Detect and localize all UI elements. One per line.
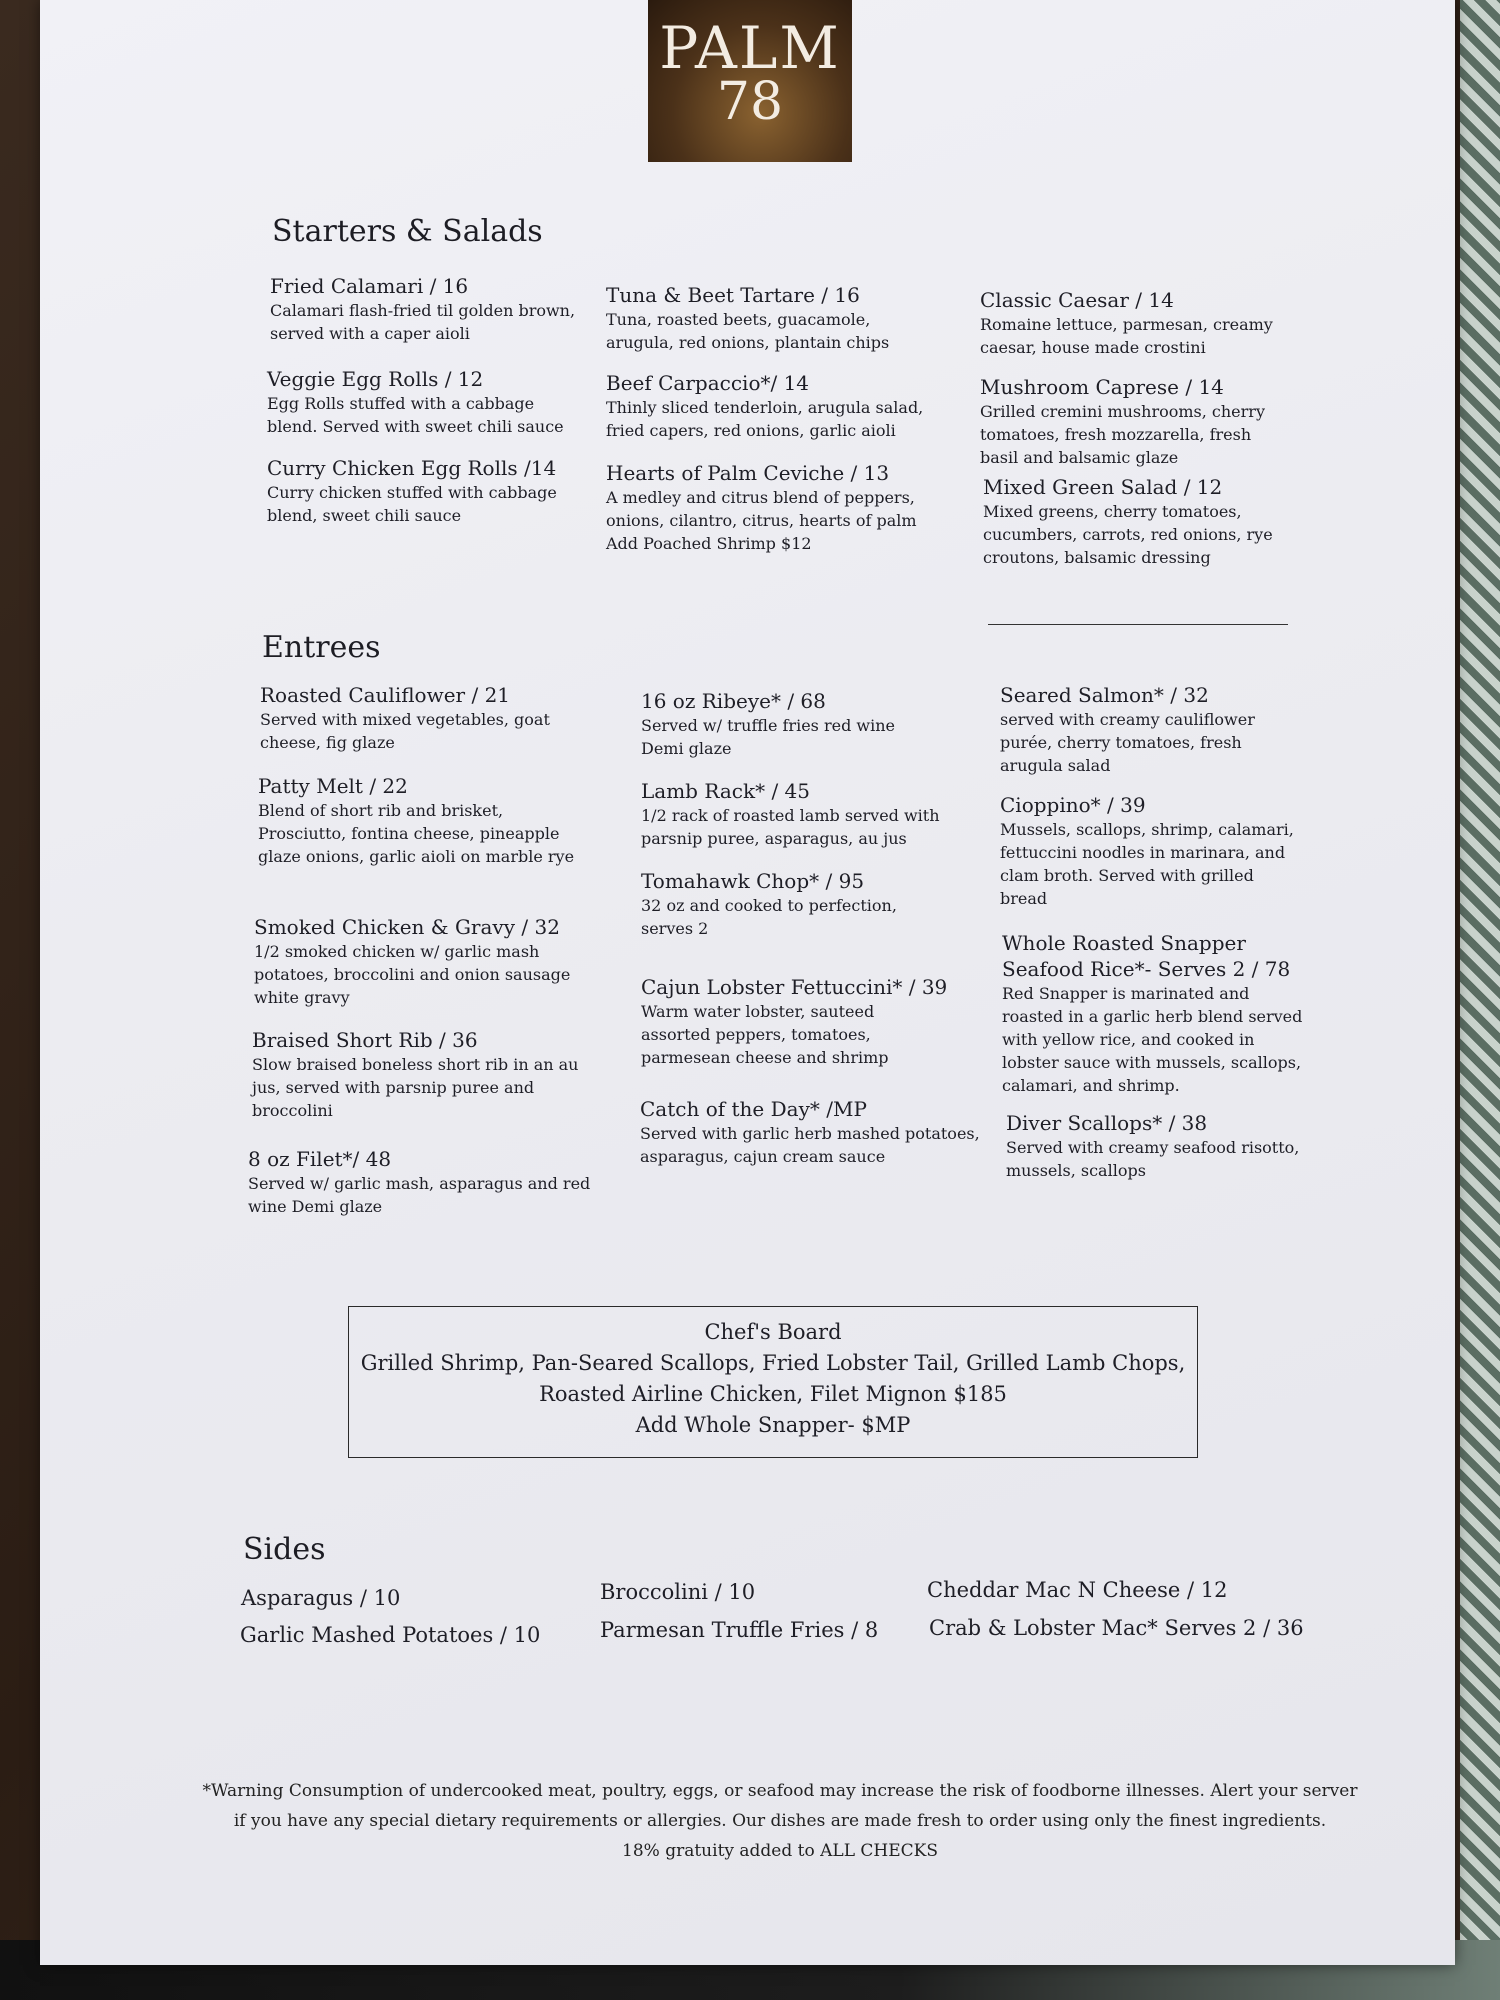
side-item: Crab & Lobster Mac* Serves 2 / 36 [929,1616,1304,1640]
chefs-board-line-1: Grilled Shrimp, Pan-Seared Scallops, Fried Lobster Tail, Grilled Lamb Chops, [360,1351,1186,1375]
item-description: Blend of short rib and brisket, Prosciutto, fontina cheese, pineapple glaze onions, garlic aioli on marble rye [258,801,575,866]
menu-item [248,1146,593,1218]
item-name: Seared Salmon* / 32 [1000,683,1209,707]
item-name-line-2: Seafood Rice*- Serves 2 / 78 [1002,957,1291,981]
item-name: Curry Chicken Egg Rolls /14 [267,456,557,480]
item-description: Grilled cremini mushrooms, cherry tomatoes, fresh mozzarella, fresh basil and balsamic glaze [980,402,1265,467]
item-description: Curry chicken stuffed with cabbage blend, sweet chili sauce [267,483,557,525]
item-name: 16 oz Ribeye* / 68 [641,689,826,713]
section-title-entrees: Entrees [262,630,381,665]
item-name: Classic Caesar / 14 [980,288,1174,312]
divider-line [988,624,1288,625]
menu-item [980,287,1280,359]
item-name: Patty Melt / 22 [258,774,408,798]
item-name: Tomahawk Chop* / 95 [641,869,865,893]
item-description: Served with mixed vegetables, goat cheese, fig glaze [260,710,550,752]
table-pattern-edge [1460,0,1500,2000]
side-item: Parmesan Truffle Fries / 8 [600,1618,879,1642]
item-name: Veggie Egg Rolls / 12 [267,367,484,391]
logo-line-2: 78 [716,72,784,132]
item-description: 1/2 smoked chicken w/ garlic mash potatoes, broccolini and onion sausage white gravy [254,942,571,1007]
chefs-board-line-2: Roasted Airline Chicken, Filet Mignon $185 [539,1382,1007,1406]
menu-item [260,682,570,754]
side-item: Broccolini / 10 [600,1580,756,1604]
item-name: Hearts of Palm Ceviche / 13 [606,461,890,485]
item-description: Slow braised boneless short rib in an au jus, served with parsnip puree and broccolini [252,1055,579,1120]
menu-item [983,474,1288,569]
side-item: Garlic Mashed Potatoes / 10 [240,1623,541,1647]
menu-item [270,273,580,345]
menu-item [1000,792,1300,910]
item-description: Romaine lettuce, parmesan, creamy caesar, house made crostini [980,315,1273,357]
item-name: Fried Calamari / 16 [270,274,469,298]
menu-item [267,366,587,438]
item-name: Roasted Cauliflower / 21 [260,683,511,707]
item-name: Whole Roasted Snapper [1002,931,1246,955]
menu-item [606,370,941,442]
section-title-sides: Sides [243,1532,326,1567]
menu-item [258,773,578,868]
item-description: Mussels, scallops, shrimp, calamari, fettuccini noodles in marinara, and clam broth. Served with grilled bread [1000,820,1294,908]
item-description: Warm water lobster, sauteed assorted peppers, tomatoes, parmesean cheese and shrimp [641,1002,889,1067]
item-description: served with creamy cauliflower purée, cherry tomatoes, fresh arugula salad [1000,710,1255,775]
item-description: Served w/ truffle fries red wine Demi glaze [641,716,895,758]
item-description: Served with creamy seafood risotto, mussels, scallops [1006,1138,1300,1180]
menu-item [1002,930,1312,1097]
menu-item [254,914,574,1009]
item-description: Served w/ garlic mash, asparagus and red wine Demi glaze [248,1174,591,1216]
item-description: Egg Rolls stuffed with a cabbage blend. Served with sweet chili sauce [267,394,564,436]
item-name: Mixed Green Salad / 12 [983,475,1223,499]
menu-item [1006,1110,1326,1182]
chefs-board-line-3: Add Whole Snapper- $MP [635,1413,911,1437]
item-name: Cioppino* / 39 [1000,793,1146,817]
item-name: Beef Carpaccio*/ 14 [606,371,810,395]
warning-line-1: *Warning Consumption of undercooked meat, poultry, eggs, or seafood may increase the risk of foodborne illnesses. Alert your server [202,1781,1358,1801]
item-name: Lamb Rack* / 45 [641,779,810,803]
chefs-board-title: Chef's Board [704,1320,842,1344]
gratuity-note: 18% gratuity added to ALL CHECKS [622,1841,938,1861]
allergy-warning [170,1776,1390,1866]
menu-item [980,374,1285,469]
item-name: Diver Scallops* / 38 [1006,1111,1208,1135]
item-name: 8 oz Filet*/ 48 [248,1147,392,1171]
item-name: Cajun Lobster Fettuccini* / 39 [641,975,948,999]
restaurant-logo [648,0,852,162]
menu-item [606,460,936,555]
menu-item [641,778,961,850]
chefs-board-box [348,1306,1198,1458]
item-name: Smoked Chicken & Gravy / 32 [254,915,560,939]
menu-sheet [40,0,1455,1965]
side-item: Cheddar Mac N Cheese / 12 [927,1578,1228,1602]
item-description: Thinly sliced tenderloin, arugula salad, fried capers, red onions, garlic aioli [606,398,924,440]
item-name: Tuna & Beet Tartare / 16 [606,283,860,307]
item-description: 32 oz and cooked to perfection, serves 2 [641,896,897,938]
item-description: 1/2 rack of roasted lamb served with parsnip puree, asparagus, au jus [641,806,940,848]
warning-line-2: if you have any special dietary requirements or allergies. Our dishes are made fresh to order using only the finest ingredients. [233,1811,1327,1831]
menu-item [641,974,948,1069]
item-name: Braised Short Rib / 36 [252,1028,478,1052]
item-name: Mushroom Caprese / 14 [980,375,1224,399]
menu-item [641,868,941,940]
menu-item [640,1096,990,1168]
item-description: Tuna, roasted beets, guacamole, arugula, red onions, plantain chips [606,310,890,352]
menu-item [641,688,941,760]
section-title-starters: Starters & Salads [272,214,543,249]
item-description: Mixed greens, cherry tomatoes, cucumbers, carrots, red onions, rye croutons, balsamic dressing [983,502,1273,567]
logo-line-1: PALM [659,14,841,82]
menu-item [1000,682,1290,777]
item-description: Served with garlic herb mashed potatoes, asparagus, cajun cream sauce [640,1124,980,1166]
menu-item [252,1027,587,1122]
item-name: Catch of the Day* /MP [640,1097,867,1121]
item-description: A medley and citrus blend of peppers, onions, cilantro, citrus, hearts of palm Add Poached Shrimp $12 [606,488,917,553]
menu-item [267,455,582,527]
item-description: Red Snapper is marinated and roasted in a garlic herb blend served with yellow rice, and cooked in lobster sauce with mussels, scallops, calamari, and shrimp. [1002,984,1303,1095]
item-description: Calamari flash-fried til golden brown, served with a caper aioli [270,301,576,343]
side-item: Asparagus / 10 [241,1586,401,1610]
menu-item [606,282,926,354]
